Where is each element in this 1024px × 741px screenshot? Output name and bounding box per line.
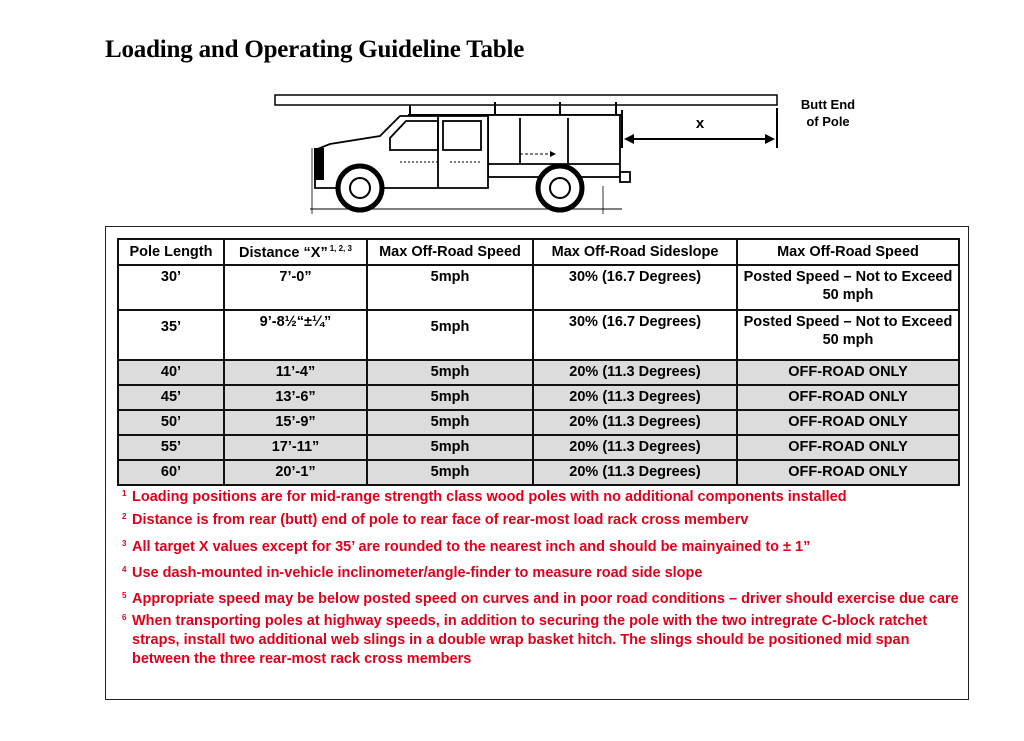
page-title: Loading and Operating Guideline Table (105, 36, 525, 63)
truck-pole-diagram (270, 88, 860, 216)
footnote-4 (122, 564, 962, 583)
table-row (118, 360, 959, 385)
limit-cell: OFF-ROAD ONLY (737, 410, 959, 435)
pole-length-cell: 35’ (118, 310, 224, 360)
sideslope-cell: 20% (11.3 Degrees) (533, 410, 737, 435)
table-row (118, 435, 959, 460)
speed-cell: 5mph (367, 435, 533, 460)
speed-cell: 5mph (367, 360, 533, 385)
footnote-marker: 2 (122, 512, 127, 521)
footnote-text: Use dash-mounted in-vehicle inclinometer/angle-finder to measure road side slope (132, 565, 703, 581)
limit-cell: OFF-ROAD ONLY (737, 360, 959, 385)
footnote-text: Loading positions are for mid-range strength class wood poles with no additional components installed (132, 489, 847, 505)
distance-cell: 20’-1” (224, 460, 367, 485)
pole-length-cell: 40’ (118, 360, 224, 385)
header-pole-length: Pole Length (118, 239, 224, 265)
butt-end-label (790, 96, 866, 130)
distance-cell: 7’-0” (224, 265, 367, 310)
footnotes-list (122, 488, 962, 669)
limit-cell: Posted Speed – Not to Exceed 50 mph (737, 310, 959, 360)
header-distance-x: Distance “X” $^{1, 2, 3}$ (224, 239, 367, 265)
distance-cell: 9’-8½“±¼” (224, 310, 367, 360)
speed-cell: 5mph (367, 265, 533, 310)
table-row (118, 265, 959, 310)
pole-length-cell: 45’ (118, 385, 224, 410)
table-row (118, 460, 959, 485)
limit-cell: OFF-ROAD ONLY (737, 385, 959, 410)
speed-cell: 5mph (367, 310, 533, 360)
pole-length-cell: 30’ (118, 265, 224, 310)
limit-cell: OFF-ROAD ONLY (737, 435, 959, 460)
footnote-text: Appropriate speed may be below posted speed on curves and in poor road conditions – driver should exercise due care (132, 591, 959, 607)
sideslope-cell: 20% (11.3 Degrees) (533, 360, 737, 385)
footnote-3 (122, 538, 962, 557)
pole-length-cell: 50’ (118, 410, 224, 435)
sideslope-cell: 20% (11.3 Degrees) (533, 460, 737, 485)
butt-end-label-line2: of Pole (806, 114, 850, 129)
distance-cell: 17’-11” (224, 435, 367, 460)
limit-cell: OFF-ROAD ONLY (737, 460, 959, 485)
table-row (118, 410, 959, 435)
speed-cell: 5mph (367, 410, 533, 435)
sideslope-cell: 30% (16.7 Degrees) (533, 265, 737, 310)
distance-cell: 11’-4” (224, 360, 367, 385)
sideslope-cell: 20% (11.3 Degrees) (533, 385, 737, 410)
table-header-row (118, 239, 959, 265)
table-row (118, 385, 959, 410)
sideslope-cell: 30% (16.7 Degrees) (533, 310, 737, 360)
pole-length-cell: 60’ (118, 460, 224, 485)
footnote-marker: 4 (122, 565, 127, 574)
footnote-text: When transporting poles at highway speeds, in addition to securing the pole with the two intregrate C-block ratchet straps, install two additional web slings in a double wrap basket hitch. The slings should be positioned mid span between the three rear-most rack cross members (132, 613, 928, 667)
header-max-speed-limit: Max Off-Road Speed (737, 239, 959, 265)
footnote-marker: 3 (122, 539, 127, 548)
footnote-6 (122, 612, 962, 669)
footnote-text: Distance is from rear (butt) end of pole to rear face of rear-most load rack cross memberv (132, 512, 749, 528)
header-max-offroad-sideslope: Max Off-Road Sideslope (533, 239, 737, 265)
pole-length-cell: 55’ (118, 435, 224, 460)
limit-cell: Posted Speed – Not to Exceed 50 mph (737, 265, 959, 310)
footnote-2 (122, 511, 962, 530)
table-row (118, 310, 959, 360)
footnote-5 (122, 590, 962, 609)
pole (275, 95, 777, 105)
footnote-text: All target X values except for 35’ are rounded to the nearest inch and should be mainyained to ± 1” (132, 539, 811, 555)
speed-cell: 5mph (367, 385, 533, 410)
distance-cell: 13’-6” (224, 385, 367, 410)
grille (314, 148, 324, 180)
sideslope-cell: 20% (11.3 Degrees) (533, 435, 737, 460)
footnote-1 (122, 488, 962, 507)
header-max-offroad-speed: Max Off-Road Speed (367, 239, 533, 265)
butt-end-label-line1: Butt End (800, 97, 856, 112)
footnote-marker: 1 (122, 489, 127, 498)
speed-cell: 5mph (367, 460, 533, 485)
footnote-marker: 5 (122, 591, 127, 600)
footnote-marker: 6 (122, 613, 127, 622)
x-label: x (695, 115, 705, 132)
distance-cell: 15’-9” (224, 410, 367, 435)
guideline-table (117, 238, 960, 486)
header-footnote-refs: 1, 2, 3 (329, 243, 352, 253)
